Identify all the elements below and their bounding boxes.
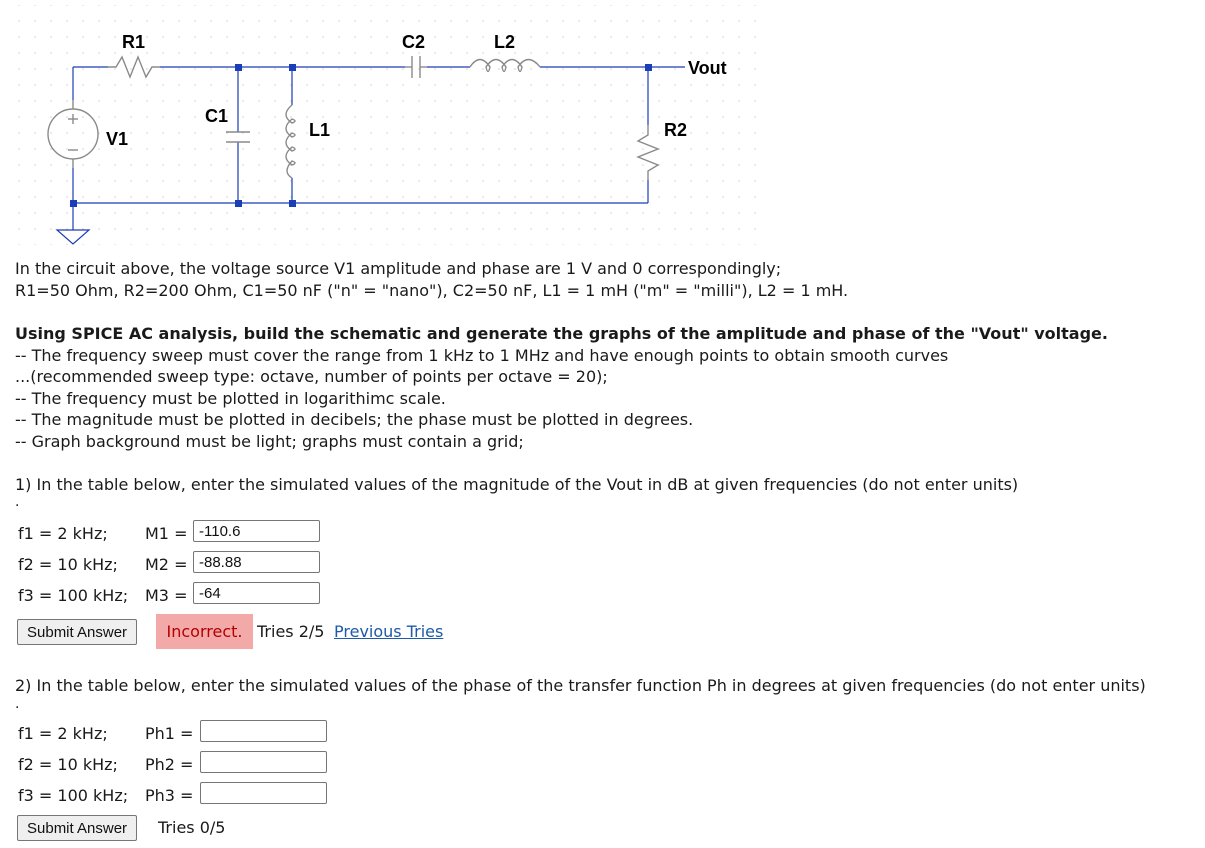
- q2-row-3: [18, 782, 197, 808]
- problem-heading: Using SPICE AC analysis, build the schematic and generate the graphs of the amplitude and phase of the "Vout" voltage.: [15, 324, 1108, 343]
- q1-row-1-label: M1 =: [145, 523, 188, 543]
- q2-row-3-freq: f3 = 100 kHz;: [18, 785, 129, 805]
- q2-row-3-label: Ph3 =: [145, 785, 194, 805]
- q1-incorrect-badge: Incorrect.: [156, 614, 253, 649]
- v1-label: V1: [106, 129, 129, 149]
- requirement-1: -- The frequency sweep must cover the range from 1 kHz to 1 MHz and have enough points to obtain smooth curves: [15, 346, 949, 365]
- requirement-5: -- Graph background must be light; graphs must contain a grid;: [15, 432, 524, 451]
- q2-row-2: [18, 751, 197, 777]
- q2-dot: .: [15, 696, 20, 712]
- problem-line-2: R1=50 Ohm, R2=200 Ohm, C1=50 nF ("n" = "nano"), C2=50 nF, L1 = 1 mH ("m" = "milli"), L2 = 1 mH.: [15, 281, 849, 300]
- requirement-3: -- The frequency must be plotted in logarithimc scale.: [15, 389, 446, 408]
- circuit-schematic: [0, 0, 770, 255]
- q2-prompt: 2) In the table below, enter the simulated values of the phase of the transfer function Ph in degrees at given frequencies (do not enter units): [15, 676, 1146, 695]
- q1-previous-tries-link[interactable]: Previous Tries: [334, 622, 444, 641]
- m3-input[interactable]: [193, 582, 320, 604]
- q1-submit-button[interactable]: Submit Answer: [17, 619, 137, 645]
- ph3-input[interactable]: [200, 782, 327, 804]
- l2-label: L2: [494, 32, 516, 52]
- q2-row-2-label: Ph2 =: [145, 754, 194, 774]
- q2-submit-button[interactable]: Submit Answer: [17, 815, 137, 841]
- q1-row-2-freq: f2 = 10 kHz;: [18, 554, 118, 574]
- q1-dot: .: [15, 494, 20, 510]
- r1-label: R1: [122, 32, 146, 52]
- q2-row-1-freq: f1 = 2 kHz;: [18, 723, 108, 743]
- c1-label: C1: [205, 106, 229, 126]
- q1-row-1-freq: f1 = 2 kHz;: [18, 523, 108, 543]
- q1-tries: Tries 2/5: [257, 622, 325, 641]
- q1-row-3-label: M3 =: [145, 585, 188, 605]
- ph1-input[interactable]: [200, 720, 327, 742]
- m2-input[interactable]: [193, 551, 320, 573]
- m1-input[interactable]: [193, 520, 320, 542]
- q1-row-2-label: M2 =: [145, 554, 188, 574]
- l1-label: L1: [309, 120, 331, 140]
- q2-row-2-freq: f2 = 10 kHz;: [18, 754, 118, 774]
- vout-label: Vout: [688, 58, 727, 78]
- q1-prompt: 1) In the table below, enter the simulated values of the magnitude of the Vout in dB at given frequencies (do not enter units): [15, 475, 1019, 494]
- q1-row-1: [18, 520, 197, 546]
- c2-label: C2: [402, 32, 426, 52]
- ph2-input[interactable]: [200, 751, 327, 773]
- q1-row-2: [18, 551, 197, 577]
- q2-tries: Tries 0/5: [158, 818, 226, 837]
- q2-row-1: [18, 720, 197, 746]
- q1-row-3: [18, 582, 197, 608]
- r2-label: R2: [664, 120, 688, 140]
- requirement-2: ...(recommended sweep type: octave, number of points per octave = 20);: [15, 367, 608, 386]
- problem-line-1: In the circuit above, the voltage source V1 amplitude and phase are 1 V and 0 correspondingly;: [15, 259, 782, 278]
- q1-row-3-freq: f3 = 100 kHz;: [18, 585, 129, 605]
- requirement-4: -- The magnitude must be plotted in decibels; the phase must be plotted in degrees.: [15, 410, 694, 429]
- q2-row-1-label: Ph1 =: [145, 723, 194, 743]
